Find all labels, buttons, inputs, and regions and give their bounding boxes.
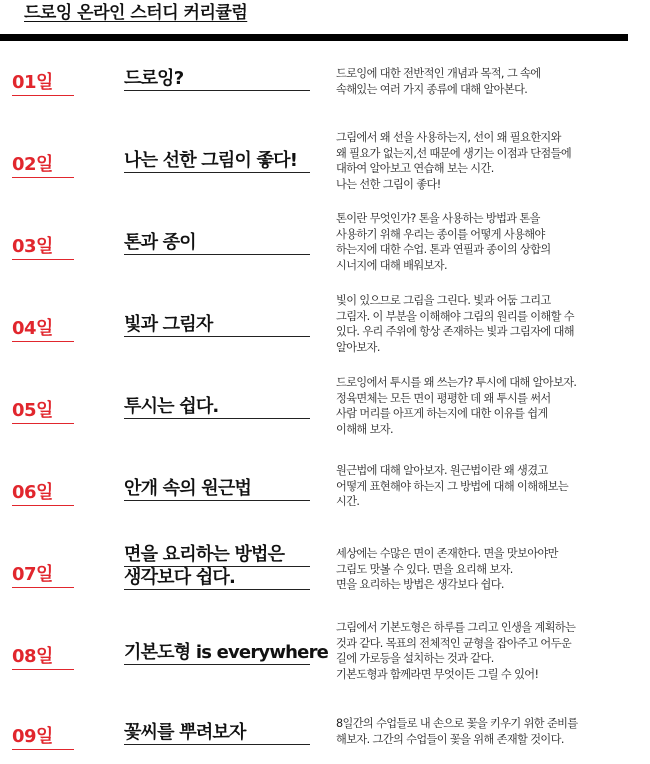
lesson-description-line: 원근법에 대해 알아보자. 원근법이란 왜 생겼고 [336,464,548,477]
lesson-description-line: 드로잉에 대한 전반적인 개념과 목적, 그 속에 [336,67,541,80]
lesson-description-line: 기본도형과 함께라면 무엇이든 그릴 수 있어! [336,667,539,681]
lesson-title [124,314,310,337]
lesson-description [336,546,626,593]
lesson-description-line: 빛이 있으므로 그림을 그린다. 빛과 어둠 그리고 [336,294,551,307]
lesson-description [336,293,626,355]
lesson-title-line: 면을 요리하는 방법은 [124,544,310,567]
day-label: 08일 [12,642,74,670]
lesson-title [124,642,329,665]
lesson-description [336,620,626,682]
day-label: 03일 [12,232,74,260]
lesson-title-line: 드로잉? [124,68,184,89]
lesson-title [124,150,310,173]
lesson-title-line: 기본도형 is everywhere [124,642,329,663]
lesson-description-line: 시간. [336,495,360,508]
day-label: 05일 [12,396,74,424]
lesson-description-line: 톤이란 무엇인가? 톤을 사용하는 방법과 톤을 [336,212,540,225]
lesson-title-line: 나는 선한 그림이 좋다! [124,150,298,171]
day-label: 04일 [12,314,74,342]
day-label: 06일 [12,478,74,506]
lesson-description-line: 그림도 맛볼 수 있다. 면을 요리해 보자. [336,562,513,576]
lesson-description-line: 하는지에 대한 수업. 톤과 연필과 종이의 상합의 [336,243,551,256]
lesson-description-line: 왜 필요가 없는지,선 때문에 생기는 이점과 단점들에 [336,146,572,160]
lesson-description-line: 사용하기 위해 우리는 종이를 어떻게 사용해야 [336,227,545,241]
lesson-description-line: 사람 머리를 아프게 하는지에 대한 이유를 쉽게 [336,407,548,420]
lesson-description-line: 대하여 알아보고 연습해 보는 시간. [336,162,494,175]
lesson-description-line: 그림자. 이 부분을 이해해야 그림의 원리를 이해할 수 [336,309,575,323]
lesson-title-line: 투시는 쉽다. [124,396,219,417]
lesson-description-line: 드로잉에서 투시를 왜 쓰는가? 투시에 대해 알아보자. [336,376,577,389]
lesson-description-line: 어떻게 표현해야 하는지 그 방법에 대해 이해해보는 [336,479,569,493]
lesson-title [124,722,310,745]
lesson-description-line: 세상에는 수많은 면이 존재한다. 면을 맛보아야만 [336,547,558,560]
page-title: 드로잉 온라인 스터디 커리큘럼 [24,3,248,23]
lesson-title [124,478,310,501]
lesson-title-line: 꽃씨를 뿌려보자 [124,722,246,743]
lesson-description-line: 알아보자. [336,340,380,354]
lesson-description-line: 시너지에 대해 배워보자. [336,258,447,272]
lesson-description-line: 나는 선한 그림이 좋다! [336,177,441,191]
lesson-description-line: 해보자. 그간의 수업들이 꽃을 위해 존재할 것이다. [336,732,564,746]
lesson-title-line: 안개 속의 원근법 [124,478,252,499]
lesson-description [336,716,626,747]
lesson-description-line: 길에 가로등을 설치하는 것과 같다. [336,652,494,665]
lesson-description-line: 8일간의 수업들로 내 손으로 꽃을 키우기 위한 준비를 [336,717,578,730]
lesson-title [124,68,310,91]
day-label: 07일 [12,560,74,588]
lesson-title [124,232,310,255]
lesson-description-line: 그림에서 기본도형은 하루를 그리고 인생을 계획하는 [336,621,576,634]
lesson-description-line: 것과 같다. 목표의 전체적인 균형을 잡아주고 어두운 [336,636,572,650]
lesson-description-line: 그림에서 왜 선을 사용하는지, 선이 왜 필요한지와 [336,131,561,144]
day-label: 02일 [12,150,74,178]
lesson-description [336,130,626,192]
lesson-description-line: 있다. 우리 주위에 항상 존재하는 빛과 그림자에 대해 [336,325,575,338]
lesson-title [124,396,310,419]
lesson-title-line: 생각보다 쉽다. [124,567,236,588]
lesson-title-line: 톤과 종이 [124,232,196,253]
lesson-description-line: 정육면체는 모든 면이 평평한 데 왜 투시를 써서 [336,391,551,405]
day-label: 01일 [12,68,74,96]
lesson-description [336,211,626,273]
header-divider [0,34,628,41]
lesson-description-line: 속해있는 여러 가지 종류에 대해 알아본다. [336,82,528,96]
lesson-title [124,544,310,590]
lesson-description-line: 이해해 보자. [336,422,393,436]
lesson-description [336,66,626,97]
lesson-description-line: 면을 요리하는 방법은 생각보다 쉽다. [336,578,504,591]
day-label: 09일 [12,722,74,750]
lesson-description [336,463,626,510]
lesson-description [336,375,626,437]
lesson-title-line: 빛과 그림자 [124,314,213,335]
